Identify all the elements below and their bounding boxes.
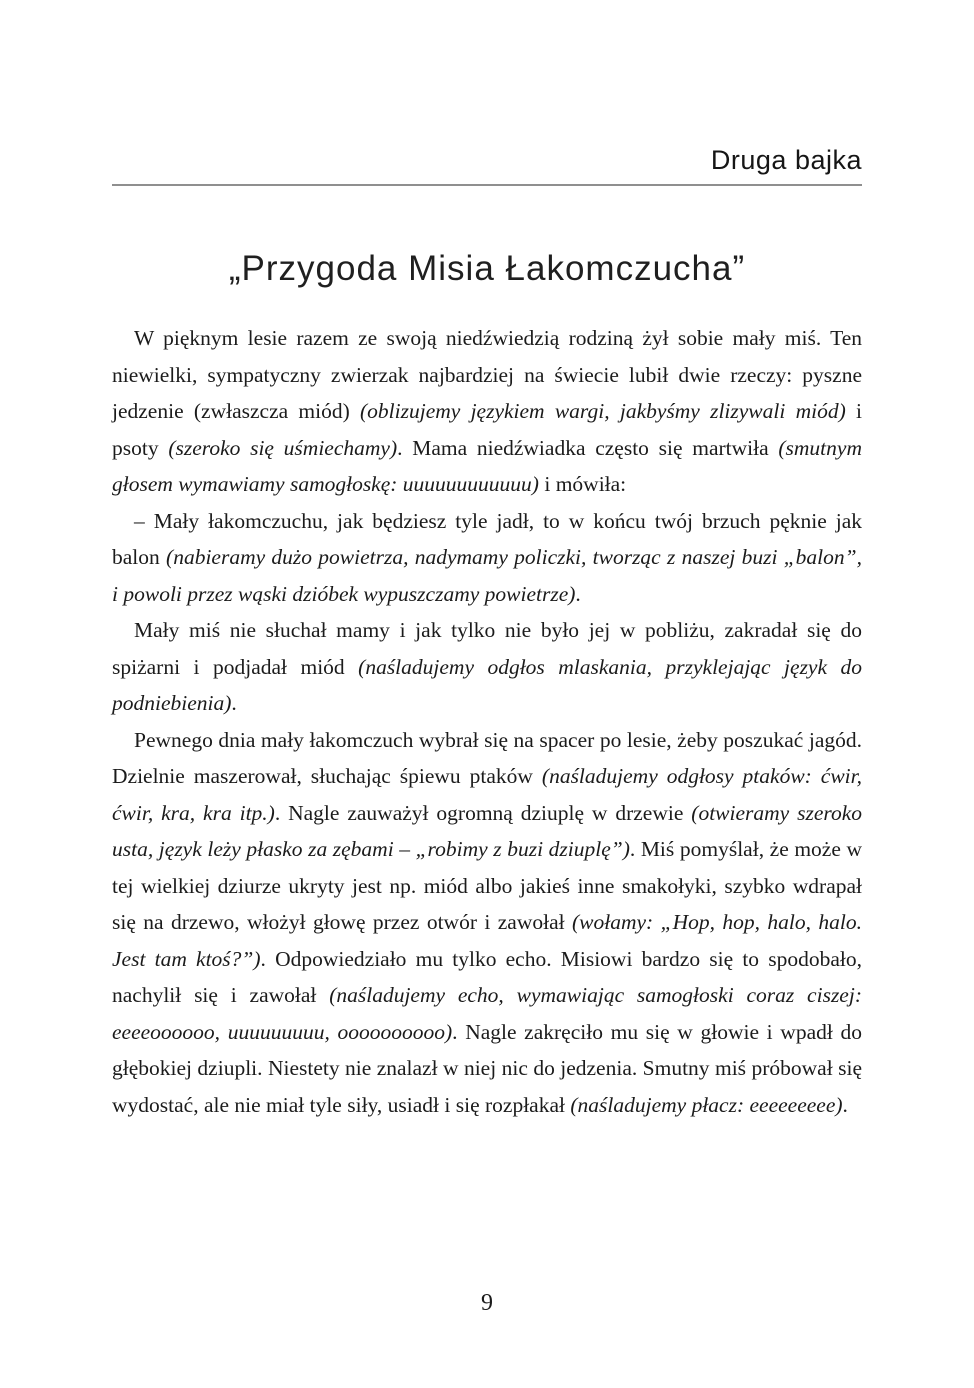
paragraph: [112, 722, 862, 1124]
text-run: i psoty: [112, 399, 862, 460]
text-run: (naśladujemy odgłos mlaskania, przyklejając język do podniebienia): [112, 654, 862, 715]
running-head: Druga bajka: [710, 145, 862, 175]
text-run: – Mały łakomczuchu, jak będziesz tyle jadł, to w końcu twój brzuch pęknie jak balon: [112, 508, 862, 569]
text-run: . Miś pomyślał, że może w tej wielkiej dziurze ukryty jest np. miód albo jakieś inne smakołyki, szybko wdrapał się na drzewo, włożył głowę przez otwór i zawołał: [112, 837, 862, 934]
text-run: . Nagle zauważył ogromną dziuplę w drzewie: [274, 800, 692, 825]
text-run: (naśladujemy płacz: eeeeeeeee): [570, 1092, 843, 1117]
body-text: [112, 320, 862, 1123]
text-run: Mały miś nie słuchał mamy i jak tylko nie było jej w pobliżu, zakradał się do spiżarni i podjadał miód: [112, 618, 862, 679]
text-run: (oblizujemy językiem wargi, jakbyśmy zlizywali miód): [360, 399, 846, 423]
text-run: .: [842, 1092, 848, 1117]
text-run: (wołamy: „Hop, hop, halo, halo. Jest tam ktoś?”): [112, 910, 862, 971]
text-run: Pewnego dnia mały łakomczuch wybrał się na spacer po lesie, żeby poszukać jagód. Dzielnie maszerował, słuchając śpiewu ptaków: [112, 727, 862, 788]
paragraph: [112, 503, 862, 613]
page-title: „Przygoda Misia Łakomczucha”: [228, 249, 746, 288]
page-number: 9: [481, 1290, 493, 1316]
text-run: W pięknym lesie razem ze swoją niedźwiedzią rodziną żył sobie mały miś. Ten niewielki, sympatyczny zwierzak najbardziej na świecie lubił dwie rzeczy: pyszne jedzenie (zwłaszcza miód): [112, 326, 862, 423]
text-run: (otwieramy szeroko usta, język leży płasko za zębami – „robimy z buzi dziuplę”): [112, 800, 862, 861]
text-run: . Odpowiedziało mu tylko echo. Misiowi bardzo się to spodobało, nachylił się i zawołał: [112, 946, 862, 1007]
paragraph: [112, 612, 862, 722]
text-run: (szeroko się uśmiechamy): [168, 435, 398, 460]
text-run: (naśladujemy echo, wymawiając samogłoski coraz ciszej: eeeeoooooo, uuuuuuuuu, oooooooooo): [112, 983, 862, 1044]
text-run: (smutnym głosem wymawiamy samogłoskę: uuuuuuuuuuuu): [112, 435, 862, 496]
text-run: i mówiła:: [538, 472, 627, 496]
text-run: (naśladujemy odgłosy ptaków: ćwir, ćwir, kra, kra itp.): [112, 764, 863, 825]
paragraph: [112, 320, 862, 503]
text-run: .: [231, 691, 237, 715]
header-rule: [112, 184, 862, 186]
text-run: .: [575, 581, 581, 606]
text-run: (nabieramy dużo powietrza, nadymamy policzki, tworząc z naszej buzi „balon”, i powoli przez wąski dzióbek wypuszczamy powietrze): [112, 545, 862, 606]
text-run: . Nagle zakręciło mu się w głowie i wpadł do głębokiej dziupli. Niestety nie znalazł w niej nic do jedzenia. Smutny miś próbował się wydostać, ale nie miał tyle siły, usiadł i się rozpłakał: [112, 1019, 862, 1117]
text-run: . Mama niedźwiadka często się martwiła: [397, 435, 779, 460]
